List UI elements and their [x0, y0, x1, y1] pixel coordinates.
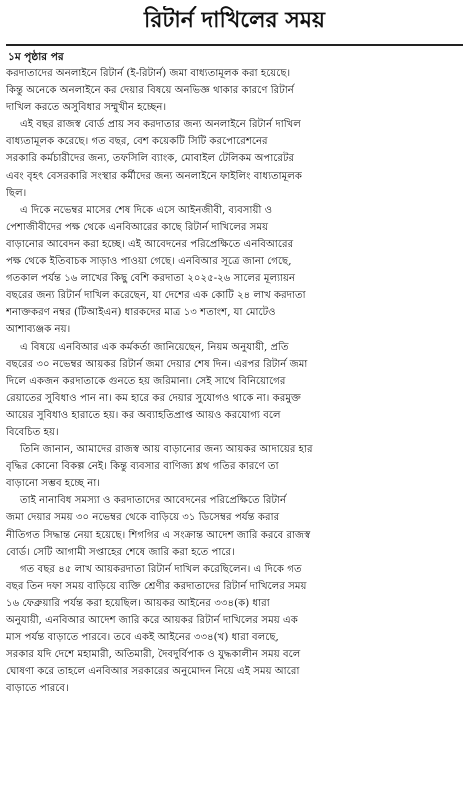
text-line: এই বছর রাজস্ব বোর্ড প্রায় সব করদাতার জন্য অনলাইনে রিটার্ন দাখিল: [20, 119, 301, 131]
text-line: মাস পর্যন্ত বাড়াতে পারবে। তবে একই আইনের ৩৩৪(খ) ধারা বলছে,: [6, 632, 279, 644]
text-line: বছরের ৩০ নভেম্বর আয়কর রিটার্ন জমা দেয়ার শেষ দিন। এরপর রিটার্ন জমা: [6, 358, 308, 370]
text-line: আয়ের সুবিধাও হারাতে হয়। কর অব্যাহতিপ্রাপ্ত আয়ও করযোগ্য বলে: [6, 409, 281, 421]
text-line: জমা দেয়ার সময় ৩০ নভেম্বর থেকে বাড়িয়ে ৩১ ডিসেম্বর পর্যন্ত করার: [6, 512, 280, 524]
text-line: পেশাজীবীদের পক্ষ থেকে এনবিআরের কাছে রিটার্ন দাখিলের সময়: [6, 221, 269, 233]
text-line: বিবেচিত হয়।: [6, 426, 59, 438]
text-line: রেয়াতের সুবিধাও পান না। কম হারে কর দেয়ার সুযোগও থাকে না। করমুক্ত: [6, 392, 301, 404]
headline-divider: [6, 44, 463, 46]
text-line: বাড়ানোর আবেদন করা হচ্ছে। এই আবেদনের পরিপ্রেক্ষিতে এনবিআরের: [6, 238, 294, 250]
text-line: বছর তিন দফা সময় বাড়িয়ে ব্যক্তি শ্রেণীর করদাতাদের রিটার্ন দাখিলের সময়: [6, 580, 307, 592]
text-line: সরকারি কর্মচারীদের জন্য, তফসিলি ব্যাংক, মোবাইল টেলিকম অপারেটর: [6, 153, 295, 165]
text-line: বাধ্যতামূলক করেছে। গত বছর, বেশ কয়েকটি সিটি করপোরেশনের: [6, 136, 268, 148]
text-line: শনাক্তকরণ নম্বর (টিআইএন) ধারকদের মাত্র ১৩ শতাংশ, যা মোটেও: [6, 307, 276, 319]
text-line: গতকাল পর্যন্ত ১৬ লাখের কিছু বেশি করদাতা ২০২৫-২৬ সালের মূল্যায়ন: [6, 273, 296, 285]
text-line: বোর্ড। সেটি আগামী সপ্তাহের শেষে জারি করা হতে পারে।: [6, 546, 235, 558]
text-line: বাড়ানো সম্ভব হচ্ছে না।: [6, 478, 100, 490]
text-line: কিন্তু অনেকে অনলাইনে কর দেয়ার বিষয়ে অনভিজ্ঞ থাকার কারণে রিটার্ন: [6, 85, 294, 97]
continued-from-label: ১ম পৃষ্ঠার পর: [8, 51, 64, 63]
text-line: নীতিগত সিদ্ধান্ত নেয়া হয়েছে। শিগগির এ সংক্রান্ত আদেশ জারি করবে রাজস্ব: [6, 529, 311, 541]
text-line: তিনি জানান, আমাদের রাজস্ব আয় বাড়ানোর জন্য আয়কর আদায়ের হার: [20, 444, 313, 456]
article-body: [6, 65, 463, 697]
text-line: বাড়াতে পারবে।: [6, 683, 69, 695]
text-line: এ বিষয়ে এনবিআর এক কর্মকর্তা জানিয়েছেন, নিয়ম অনুযায়ী, প্রতি: [20, 341, 289, 353]
text-line: পক্ষ থেকে ইতিবাচক সাড়াও পাওয়া গেছে। এনবিআর সূত্রে জানা গেছে,: [6, 256, 292, 268]
text-line: এবং বৃহৎ বেসরকারি সংস্থার কর্মীদের জন্য অনলাইনে ফাইলিং বাধ্যতামূলক: [6, 170, 303, 182]
text-line: আশাব্যঞ্জক নয়।: [6, 324, 71, 336]
text-line: ছিল।: [6, 187, 27, 199]
text-line: গত বছর ৪৫ লাখ আয়করদাতা রিটার্ন দাখিল করেছিলেন। এ দিকে গত: [20, 563, 302, 575]
article-headline: রিটার্ন দাখিলের সময়: [144, 8, 325, 33]
text-line: বছরের জন্য রিটার্ন দাখিল করেছেন, যা দেশের এক কোটি ২৪ লাখ করদাতা: [6, 290, 306, 302]
text-line: করদাতাদের অনলাইনে রিটার্ন (ই-রিটার্ন) জমা বাধ্যতামূলক করা হয়েছে।: [6, 68, 291, 79]
text-line: ১৬ ফেব্রুয়ারি পর্যন্ত করা হয়েছিল। আয়কর আইনের ৩৩৪(ক) ধারা: [6, 597, 270, 609]
text-line: সরকার যদি দেশে মহামারী, অতিমারী, দৈবদুর্বিপাক ও যুদ্ধকালীন সময় বলে: [6, 649, 301, 661]
text-line: অনুযায়ী, এনবিআর আদেশ জারি করে আয়কর রিটার্ন দাখিলের সময় এক: [6, 615, 298, 626]
article-page: [0, 6, 469, 805]
text-line: বৃদ্ধির কোনো বিকল্প নেই। কিন্তু ব্যবসার বাণিজ্য শ্লথ গতির কারণে তা: [6, 461, 279, 473]
text-line: ঘোষণা করে তাহলে এনবিআর সরকারের অনুমোদন নিয়ে এই সময় আরো: [6, 666, 300, 678]
text-line: এ দিকে নভেম্বর মাসের শেষ দিকে এসে আইনজীবী, ব্যবসায়ী ও: [20, 204, 273, 216]
text-line: তাই নানাবিধ সমস্যা ও করদাতাদের আবেদনের পরিপ্রেক্ষিতে রিটার্ন: [20, 495, 287, 507]
text-line: দিলে একজন করদাতাকে গুনতে হয় জরিমানা। সেই সাথে বিনিয়োগের: [6, 375, 286, 387]
text-line: দাখিল করতে অসুবিধার সম্মুখীন হচ্ছেন।: [6, 102, 167, 114]
